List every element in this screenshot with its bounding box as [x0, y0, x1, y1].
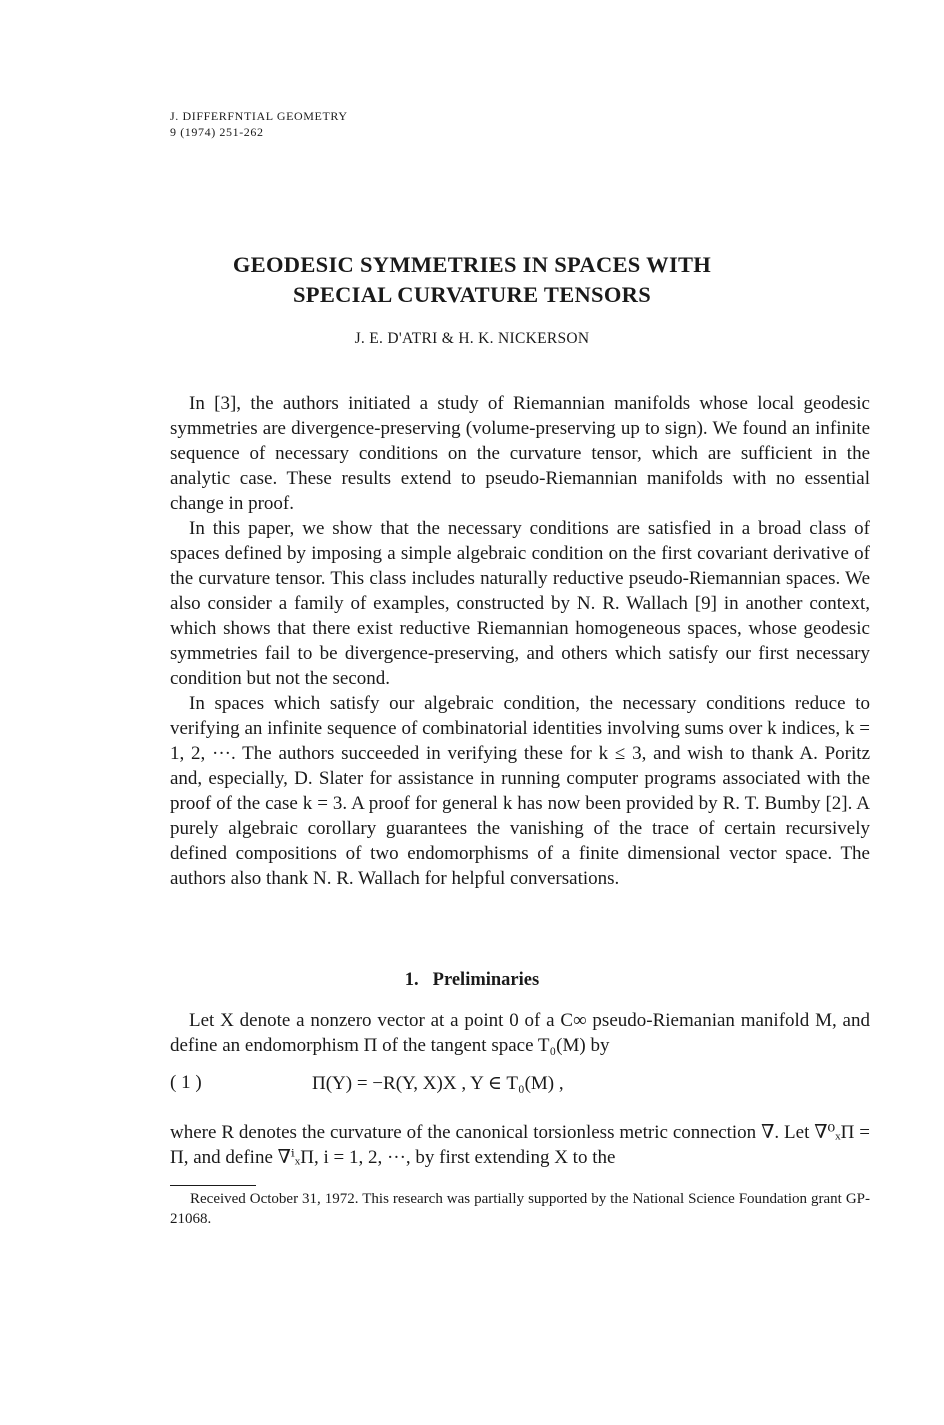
prelim-text-1: Let X denote a nonzero vector at a point 0 of a C∞ pseudo-Riemanian manifold M, and define an endomorphism Π of the tangent space T₀(M) by	[170, 1010, 870, 1056]
title-line-2: SPECIAL CURVATURE TENSORS	[292, 282, 652, 307]
title-line-1: GEODESIC SYMMETRIES IN SPACES WITH	[232, 252, 712, 277]
prelim-text-2: where R denotes the curvature of the canonical torsionless metric connection ∇. Let ∇⁰ₓΠ = Π, and define ∇ⁱₓΠ, i = 1, 2, ···, by first extending X to the	[170, 1122, 870, 1168]
paper-title	[0, 250, 944, 310]
footnote-text: Received October 31, 1972. This research was partially supported by the National Science Foundation grant GP-21068.	[170, 1191, 870, 1227]
equation-1	[170, 1072, 870, 1098]
intro-paragraph-2: In this paper, we show that the necessary conditions are satisfied in a broad class of spaces defined by imposing a simple algebraic condition on the first covariant derivative of the curvature tensor. This class includes naturally reductive pseudo-Riemannian spaces. We also consider a family of examples, constructed by N. R. Wallach [9] in another context, which shows that there exist reductive Riemannian homogeneous spaces, whose geodesic symmetries fail to be divergence-preserving, and others which satisfy our first necessary condition but not the second.	[170, 518, 870, 689]
intro-paragraph-3: In spaces which satisfy our algebraic condition, the necessary conditions reduce to verifying an infinite sequence of combinatorial identities involving sums over k indices, k = 1, 2, ···. The authors succeeded in verifying these for k ≤ 3, and wish to thank A. Poritz and, especially, D. Slater for assistance in running computer programs associated with the proof of the case k = 3. A proof for general k has now been provided by R. T. Bumby [2]. A purely algebraic corollary guarantees the vanishing of the trace of certain recursively defined compositions of two endomorphisms of a finite dimensional vector space. The authors also thank N. R. Wallach for helpful conversations.	[170, 693, 870, 889]
preliminaries-paragraph-2	[170, 1120, 870, 1170]
section-heading	[0, 970, 944, 991]
journal-header	[170, 108, 348, 140]
footnote	[170, 1189, 870, 1229]
intro-paragraph-1: In [3], the authors initiated a study of Riemannian manifolds whose local geodesic symmetries are divergence-preserving (volume-preserving up to sign). We found an infinite sequence of necessary conditions on the curvature tensor, which are sufficient in the analytic case. These results extend to pseudo-Riemannian manifolds with no essential change in proof.	[170, 393, 870, 514]
section-number: 1.	[404, 970, 419, 990]
journal-name: J. DIFFERFNTIAL GEOMETRY	[170, 109, 348, 123]
paper-authors: J. E. D'ATRI & H. K. NICKERSON	[354, 330, 590, 347]
introduction	[170, 391, 870, 891]
preliminaries-paragraph-1	[170, 1008, 870, 1058]
journal-volume: 9 (1974) 251-262	[170, 125, 264, 139]
footnote-rule	[170, 1185, 256, 1186]
section-title: Preliminaries	[432, 970, 540, 990]
equation-body: Π(Y) = −R(Y, X)X , Y ∈ T₀(M) ,	[312, 1073, 564, 1094]
equation-number: ( 1 )	[170, 1072, 202, 1093]
